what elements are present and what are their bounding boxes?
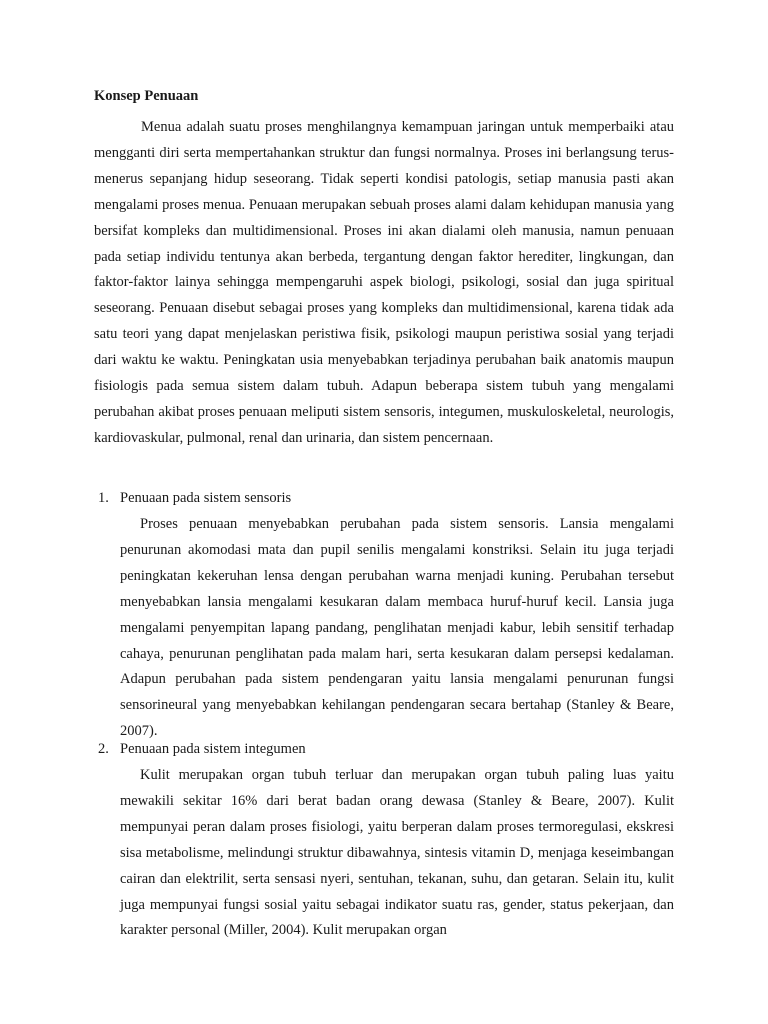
document-heading: Konsep Penuaan — [94, 88, 199, 104]
list-item-body: Kulit merupakan organ tubuh terluar dan merupakan organ tubuh paling luas yaitu mewakili sekitar 16% dari berat badan orang dewasa (Stanley & Beare, 2007). Kulit mempunyai peran dalam proses fisiologi, yaitu berperan dalam proses termoregulasi, ekskresi sisa metabolisme, melindungi struktur dibawahnya, sintesis vitamin D, menjaga keseimbangan cairan dan elektrilit, serta sensasi nyeri, sentuhan, tekanan, suhu, dan getaran. Selain itu, kulit juga mempunyai fungsi sosial yaitu sebagai indikator suatu ras, gender, status pekerjaan, dan karakter personal (Miller, 2004). Kulit merupakan organ — [120, 767, 674, 939]
list-item-body: Proses penuaan menyebabkan perubahan pada sistem sensoris. Lansia mengalami penurunan akomodasi mata dan pupil senilis mengalami konstriksi. Selain itu juga terjadi peningkatan kekeruhan lensa dengan perubahan warna menjadi kuning. Perubahan tersebut menyebabkan lansia mengalami kesukaran dalam membaca huruf-huruf kecil. Lansia juga mengalami penyempitan lapang pandang, penglihatan menjadi kabur, lebih sensitif terhadap cahaya, penurunan penglihatan pada malam hari, serta kesukaran dalam persepsi kedalaman. Adapun perubahan pada sistem pendengaran yaitu lansia mengalami penurunan fungsi sensorineural yang menyebabkan kehilangan pendengaran secara bertahap (Stanley & Beare, 2007). — [120, 516, 674, 740]
list-item-title: Penuaan pada sistem integumen — [120, 741, 306, 757]
list-item-number: 1. — [98, 490, 109, 506]
intro-paragraph: Menua adalah suatu proses menghilangnya kemampuan jaringan untuk memperbaiki atau mengganti diri serta mempertahankan struktur dan fungsi normalnya. Proses ini berlangsung terus-menerus sepanjang hidup seseorang. Tidak seperti kondisi patologis, setiap manusia pasti akan mengalami proses menua. Penuaan merupakan sebuah proses alami dalam kehidupan manusia yang bersifat kompleks dan multidimensional. Proses ini akan dialami oleh manusia, namun penuaan pada setiap individu tentunya akan berbeda, tergantung dengan faktor herediter, lingkungan, dan faktor-faktor lainya sehingga mempengaruhi aspek biologi, psikologi, sosial dan juga spiritual seseorang. Penuaan disebut sebagai proses yang kompleks dan multidimensional, karena tidak ada satu teori yang dapat menjelaskan peristiwa fisik, psikologi maupun peristiwa sosial yang terjadi dari waktu ke waktu. Peningkatan usia menyebabkan terjadinya perubahan baik anatomis maupun fisiologis pada semua sistem dalam tubuh. Adapun beberapa sistem tubuh yang mengalami perubahan akibat proses penuaan meliputi sistem sensoris, integumen, muskuloskeletal, neurologis, kardiovaskular, pulmonal, renal dan urinaria, dan sistem pencernaan. — [94, 119, 674, 446]
list-item-title: Penuaan pada sistem sensoris — [120, 490, 292, 506]
list-item-number: 2. — [98, 741, 109, 757]
